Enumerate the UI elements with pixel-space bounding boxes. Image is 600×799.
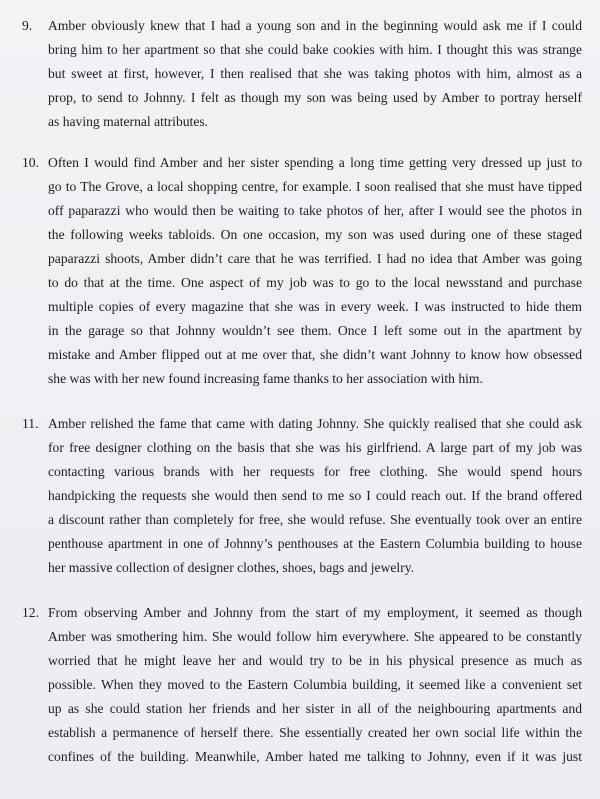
paragraph-number: 11. <box>22 416 39 431</box>
paragraph-12 <box>22 601 582 769</box>
paragraph-9 <box>22 14 582 134</box>
paragraph-line: Often I would find Amber and her sister spending a long time getting very dressed up just to <box>48 155 582 170</box>
paragraph-line: worried that he might leave her and would try to be in his physical presence as much as <box>48 653 582 668</box>
paragraph-line: Amber obviously knew that I had a young son and in the beginning would ask me if I could <box>48 18 582 33</box>
paragraph-line: Amber was smothering him. She would follow him everywhere. She appeared to be constantly <box>48 629 582 644</box>
paragraph-number: 9. <box>22 18 33 33</box>
paragraph-11 <box>22 412 582 580</box>
paragraph-line: in the garage so that Johnny wouldn’t see them. Once I left some out in the apartment by <box>48 323 582 338</box>
paragraph-number: 12. <box>22 605 39 620</box>
paragraph-line: establish a permanence of herself there. She essentially created her own social life within the <box>48 725 582 740</box>
paragraph-line: go to The Grove, a local shopping centre, for example. I soon realised that she must have tipped <box>48 179 582 194</box>
paragraph-line: a discount rather than completely for free, she would refuse. She eventually took over an entire <box>48 512 582 527</box>
paragraph-line: paparazzi shoots, Amber didn’t care that he was terrified. I had no idea that Amber was going <box>48 251 582 266</box>
paragraph-line: off paparazzi who would then be waiting to take photos of her, after I would see the photos in <box>48 203 582 218</box>
paragraph-line: bring him to her apartment so that she could bake cookies with him. I thought this was strange <box>48 42 582 57</box>
paragraph-number: 10. <box>22 155 39 170</box>
paragraph-line: to do that at the time. One aspect of my job was to go to the local newsstand and purchase <box>48 275 582 290</box>
paragraph-line: her massive collection of designer clothes, shoes, bags and jewelry. <box>48 560 415 575</box>
paragraph-line: contacting various brands with her requests for free clothing. She would spend hours <box>48 464 582 479</box>
paragraph-line: possible. When they moved to the Eastern Columbia building, it seemed like a convenient set <box>48 677 582 692</box>
paragraph-line: up as she could station her friends and her sister in all of the neighbouring apartments and <box>48 701 582 716</box>
paragraph-line: the following weeks tabloids. On one occasion, my son was used during one of these staged <box>48 227 582 242</box>
paragraph-line: she was with her new found increasing fame thanks to her association with him. <box>48 371 483 386</box>
paragraph-line: From observing Amber and Johnny from the start of my employment, it seemed as though <box>48 605 582 620</box>
paragraph-line: prop, to send to Johnny. I felt as though my son was being used by Amber to portray herself <box>48 90 582 105</box>
paragraph-line: multiple copies of every magazine that she was in every week. I was instructed to hide them <box>48 299 582 314</box>
paragraph-line: penthouse apartment in one of Johnny’s penthouses at the Eastern Columbia building to house <box>48 536 582 551</box>
paragraph-line: confines of the building. Meanwhile, Amber hated me talking to Johnny, even if it was just <box>48 749 582 764</box>
paragraph-line: handpicking the requests she would then send to me so I could reach out. If the brand offered <box>48 488 582 503</box>
paragraph-line: mistake and Amber flipped out at me over that, she didn’t want Johnny to know how obsessed <box>48 347 582 362</box>
paragraph-line: but sweet at first, however, I then realised that she was taking photos with him, almost as a <box>48 66 582 81</box>
paragraph-10 <box>22 151 582 391</box>
paragraph-line: as having maternal attributes. <box>48 114 209 129</box>
paragraph-line: Amber relished the fame that came with dating Johnny. She quickly realised that she could ask <box>48 416 582 431</box>
paragraph-line: for free designer clothing on the basis that she was his girlfriend. A large part of my job was <box>48 440 582 455</box>
